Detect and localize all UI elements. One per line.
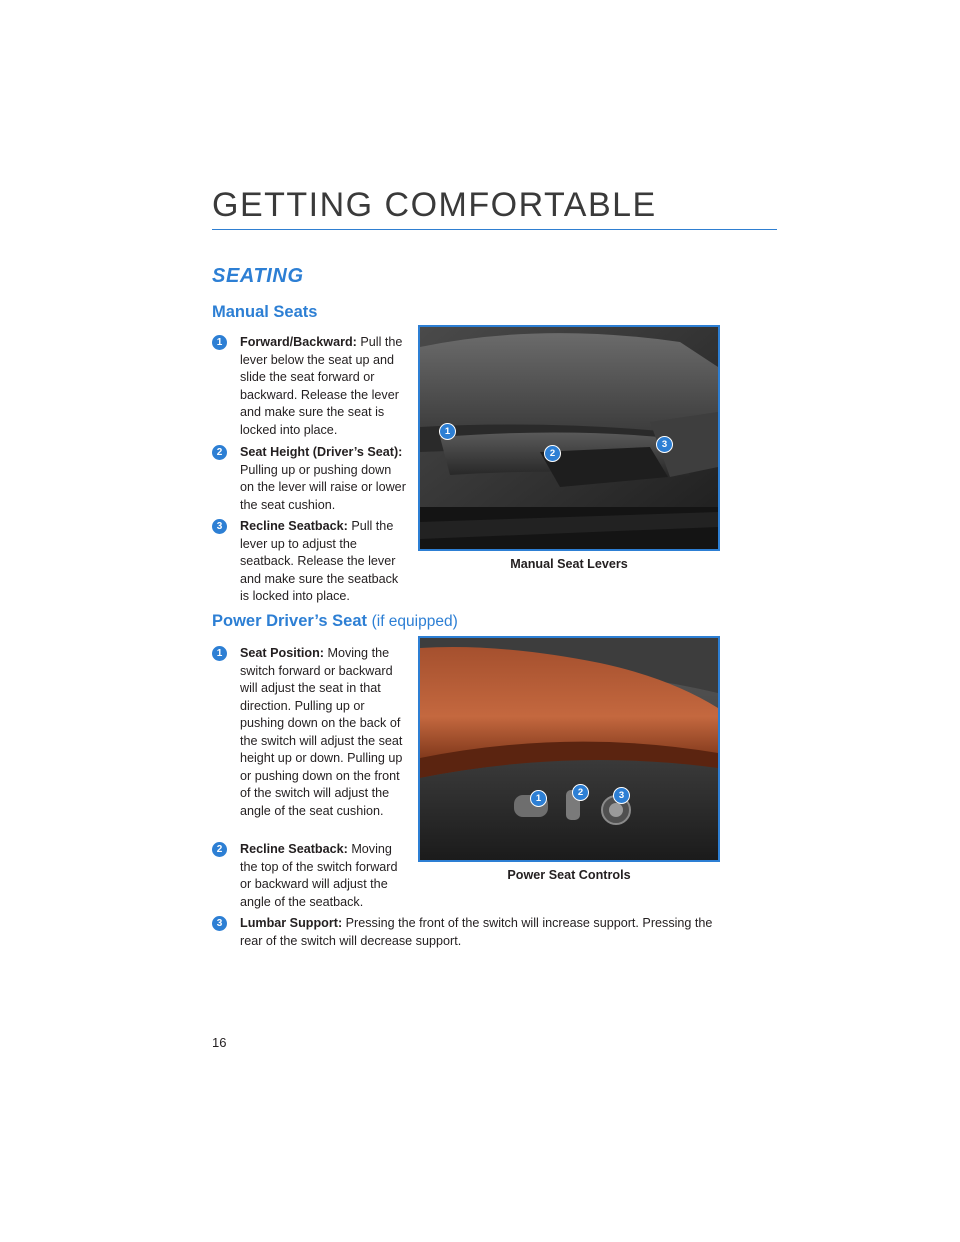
power-seat-subtitle: (if equipped) — [371, 613, 458, 630]
number-badge: 1 — [212, 646, 227, 661]
page-number: 16 — [212, 1035, 227, 1050]
item-label: Seat Position: — [240, 646, 324, 660]
item-label: Lumbar Support: — [240, 916, 343, 930]
manual-item-2 — [212, 444, 407, 514]
manual-seat-illustration — [420, 327, 718, 549]
manual-item-1 — [212, 334, 407, 439]
callout-marker: 1 — [530, 790, 547, 807]
page-header-title: GETTING COMFORTABLE — [212, 186, 657, 224]
power-seat-heading — [212, 613, 458, 630]
number-badge: 3 — [212, 519, 227, 534]
item-text: Pressing the front of the switch will increase support. Pressing the rear of the switch will decrease support. — [240, 916, 713, 948]
callout-marker: 3 — [613, 787, 630, 804]
callout-marker: 2 — [544, 445, 561, 462]
callout-marker: 1 — [439, 423, 456, 440]
section-title: SEATING — [212, 265, 304, 287]
item-text: Moving the switch forward or backward will adjust the seat in that direction. Pulling up or pushing down on the back of the switch will adjust the seat height up or down. Pulling up or pushing down on the front of the switch will adjust the angle of the seat cushion. — [240, 646, 403, 818]
item-label: Recline Seatback: — [240, 842, 348, 856]
figure-caption: Power Seat Controls — [507, 868, 631, 882]
callout-marker: 2 — [572, 784, 589, 801]
item-label: Recline Seatback: — [240, 519, 348, 533]
number-badge: 1 — [212, 335, 227, 350]
power-item-2 — [212, 841, 407, 911]
number-badge: 2 — [212, 445, 227, 460]
item-label: Seat Height (Driver’s Seat): — [240, 445, 403, 459]
power-seat-photo — [418, 636, 720, 862]
power-item-1 — [212, 645, 407, 820]
manual-seats-heading: Manual Seats — [212, 303, 318, 321]
number-badge: 3 — [212, 916, 227, 931]
header-divider — [212, 229, 777, 230]
manual-item-3 — [212, 518, 407, 606]
manual-seat-photo — [418, 325, 720, 551]
item-label: Forward/Backward: — [240, 335, 357, 349]
callout-marker: 3 — [656, 436, 673, 453]
item-text: Pull the lever up to adjust the seatback. Release the lever and make sure the seatback is locked into place. — [240, 519, 399, 603]
power-seat-title: Power Driver’s Seat — [212, 612, 367, 630]
number-badge: 2 — [212, 842, 227, 857]
item-text: Moving the top of the switch forward or backward will adjust the angle of the seatback. — [240, 842, 398, 909]
power-seat-illustration — [420, 638, 718, 860]
power-item-3 — [212, 915, 722, 950]
item-text: Pull the lever below the seat up and slide the seat forward or backward. Release the lever and make sure the seat is locked into place. — [240, 335, 403, 437]
item-text: Pulling up or pushing down on the lever will raise or lower the seat cushion. — [240, 462, 406, 512]
figure-caption: Manual Seat Levers — [510, 557, 628, 571]
